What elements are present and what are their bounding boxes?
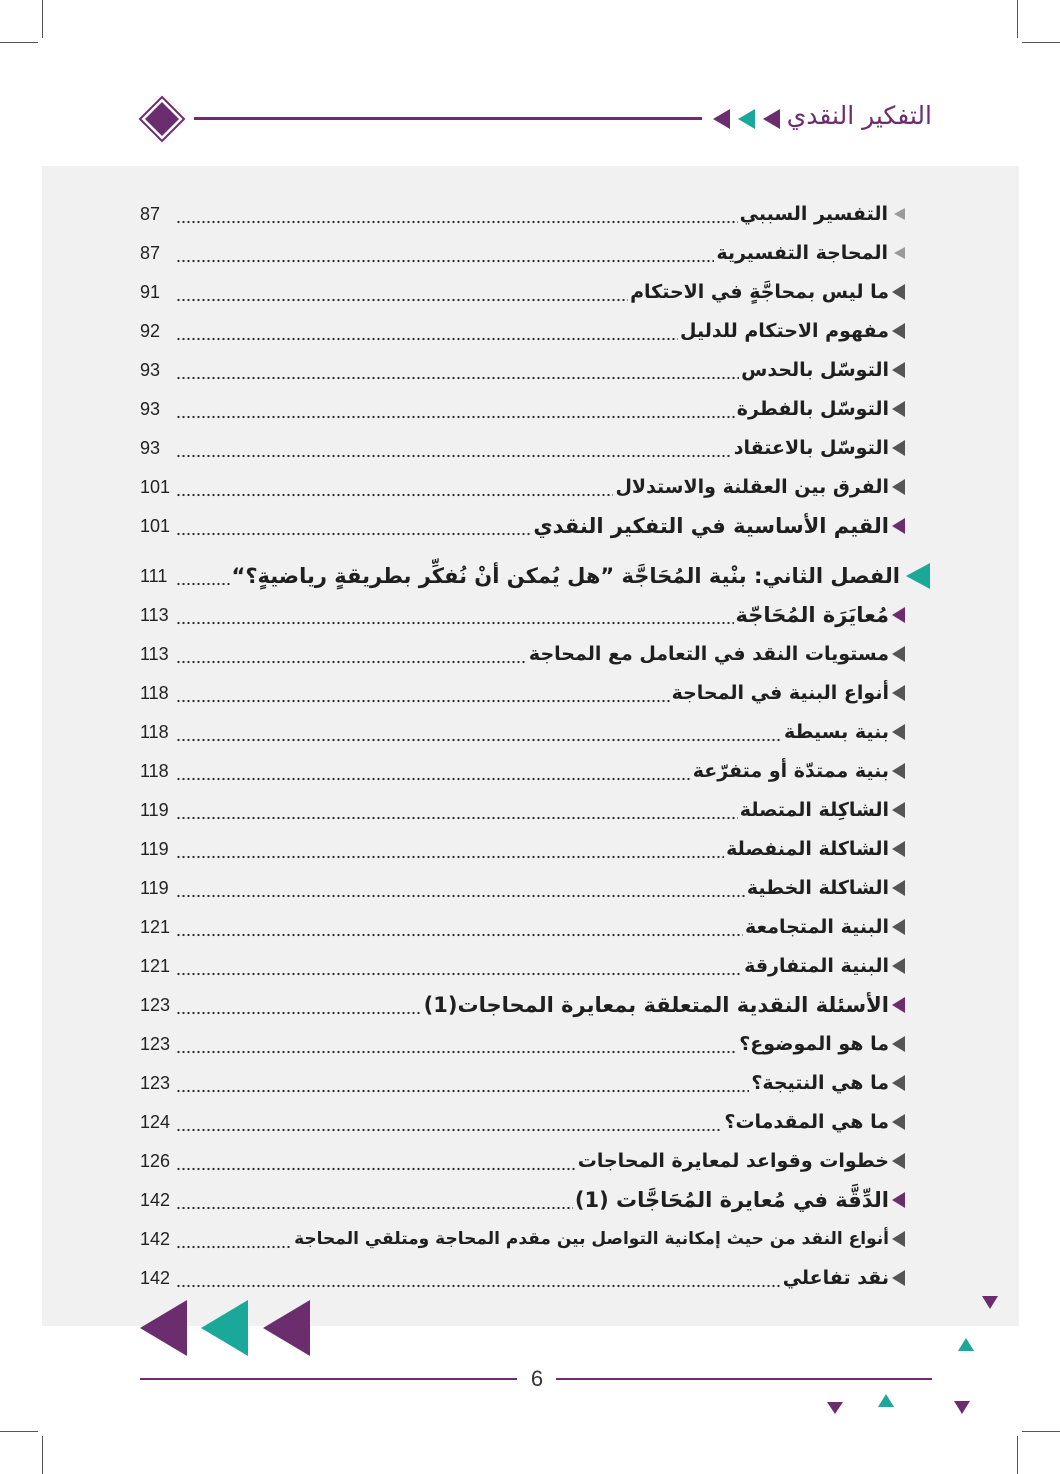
dot-leader bbox=[176, 1229, 292, 1249]
dot-leader bbox=[176, 800, 738, 820]
toc-entry-title: بنية بسيطة bbox=[783, 721, 889, 743]
triangle-left-icon bbox=[763, 109, 780, 129]
dot-leader bbox=[176, 566, 230, 586]
dot-leader bbox=[176, 956, 742, 976]
dot-leader bbox=[176, 399, 735, 419]
toc-entry-page: 111 bbox=[140, 565, 168, 586]
toc-entry-page: 93 bbox=[140, 359, 161, 380]
toc-entry-page: 113 bbox=[140, 604, 169, 625]
toc-entry-title: خطوات وقواعد لمعايرة المحاجات bbox=[577, 1150, 889, 1172]
toc-entry-page: 91 bbox=[140, 281, 161, 302]
large-triangle-left-icon bbox=[140, 1300, 187, 1356]
diamond-icon bbox=[138, 95, 186, 143]
toc-entry-page: 101 bbox=[140, 515, 171, 536]
toc-entry-title: القيم الأساسية في التفكير النقدي bbox=[533, 514, 889, 538]
toc-entry[interactable] bbox=[140, 1025, 905, 1063]
bullet-icon bbox=[892, 323, 905, 339]
dot-leader bbox=[176, 1190, 573, 1210]
bullet-icon bbox=[892, 841, 905, 857]
bullet-icon bbox=[892, 724, 905, 740]
toc-entry[interactable] bbox=[140, 351, 905, 389]
toc-entry-page: 118 bbox=[140, 682, 169, 703]
toc-chapter[interactable] bbox=[140, 557, 930, 595]
footer-rule bbox=[556, 1378, 932, 1380]
dot-leader bbox=[176, 243, 714, 263]
page-number: 6 bbox=[530, 1366, 544, 1391]
toc-entry-page: 119 bbox=[140, 877, 169, 898]
dot-leader bbox=[176, 1151, 576, 1171]
toc-entry-title: الفرق بين العقلنة والاستدلال bbox=[615, 476, 889, 498]
dot-leader bbox=[176, 1073, 749, 1093]
triangle-down-icon bbox=[982, 1296, 998, 1309]
toc-entry-title: أنواع البنية في المحاجة bbox=[671, 682, 889, 704]
dot-leader bbox=[176, 1112, 722, 1132]
toc-entry-title: نقد تفاعلي bbox=[782, 1267, 889, 1289]
dot-leader bbox=[176, 644, 527, 664]
dot-leader bbox=[176, 516, 531, 536]
toc-entry-page: 119 bbox=[140, 799, 169, 820]
toc-entry-page: 113 bbox=[140, 643, 169, 664]
toc-entry[interactable] bbox=[140, 234, 905, 272]
dot-leader bbox=[176, 995, 422, 1015]
toc-section[interactable] bbox=[140, 986, 905, 1024]
bullet-icon bbox=[892, 880, 905, 896]
header-rule bbox=[194, 117, 702, 120]
toc-entry-page: 87 bbox=[140, 203, 161, 224]
triangle-up-icon bbox=[878, 1394, 894, 1407]
toc-entry-title: أنواع النقد من حيث إمكانية التواصل بين مقدم المحاجة ومتلقي المحاجة bbox=[294, 1229, 889, 1249]
toc-entry-title: التوسّل بالحدس bbox=[741, 359, 889, 381]
dot-leader bbox=[176, 321, 678, 341]
toc-entry[interactable] bbox=[140, 752, 905, 790]
toc-entry-page: 142 bbox=[140, 1228, 171, 1249]
bullet-icon bbox=[892, 1114, 905, 1130]
crop-mark bbox=[1017, 0, 1018, 38]
toc-entry-page: 93 bbox=[140, 437, 161, 458]
toc-entry[interactable] bbox=[140, 791, 905, 829]
toc-entry-title: البنية المتجامعة bbox=[744, 916, 889, 938]
toc-entry-page: 87 bbox=[140, 242, 161, 263]
bullet-icon bbox=[892, 802, 905, 818]
toc-entry-page: 123 bbox=[140, 994, 171, 1015]
dot-leader bbox=[176, 683, 670, 703]
toc-entry-page: 119 bbox=[140, 838, 169, 859]
dot-leader bbox=[176, 761, 691, 781]
crop-mark bbox=[1022, 42, 1060, 43]
bullet-icon bbox=[892, 607, 905, 623]
toc-entry-page: 126 bbox=[140, 1150, 171, 1171]
toc-entry-page: 123 bbox=[140, 1072, 171, 1093]
bullet-icon bbox=[892, 997, 905, 1013]
bullet-icon bbox=[892, 646, 905, 662]
toc-entry-title: الشاكِلة المتصلة bbox=[739, 799, 889, 821]
crop-mark bbox=[42, 0, 43, 38]
toc-entry-title: الأسئلة النقدية المتعلقة بمعايرة المحاجات(1) bbox=[423, 993, 889, 1017]
toc-entry-page: 142 bbox=[140, 1267, 171, 1288]
dot-leader bbox=[176, 1268, 781, 1288]
bullet-icon bbox=[894, 247, 905, 259]
triangle-left-icon bbox=[738, 109, 755, 129]
toc-entry[interactable] bbox=[140, 390, 905, 428]
bullet-icon bbox=[892, 919, 905, 935]
toc-entry-page: 142 bbox=[140, 1189, 171, 1210]
bullet-icon bbox=[892, 284, 905, 300]
crop-mark bbox=[0, 42, 38, 43]
toc-entry-title: ما هي المقدمات؟ bbox=[724, 1111, 889, 1133]
toc-section[interactable] bbox=[140, 507, 905, 545]
toc-section[interactable] bbox=[140, 596, 905, 634]
toc-entry-title: المحاجة التفسيرية bbox=[716, 242, 888, 264]
toc-entry[interactable] bbox=[140, 830, 905, 868]
bullet-icon bbox=[894, 208, 905, 220]
bullet-icon bbox=[892, 401, 905, 417]
crop-mark bbox=[42, 1436, 43, 1474]
bullet-icon bbox=[892, 479, 905, 495]
bullet-icon bbox=[892, 1075, 905, 1091]
toc-entry[interactable] bbox=[140, 1259, 905, 1297]
bullet-icon bbox=[892, 518, 905, 534]
chapter-triangle-icon bbox=[906, 563, 930, 589]
toc-entry[interactable] bbox=[140, 869, 905, 907]
toc-entry[interactable] bbox=[140, 674, 905, 712]
toc-entry-title: البنية المتفارقة bbox=[744, 955, 889, 977]
toc-entry-title: الفصل الثاني: بنْية المُحَاجَّة ”هل يُمكن أنْ نُفكِّر بطريقةٍ رياضيةٍ؟“ bbox=[231, 564, 900, 588]
toc-entry-title: مفهوم الاحتكام للدليل bbox=[680, 320, 889, 342]
toc-entry-page: 121 bbox=[140, 916, 171, 937]
toc-entry[interactable] bbox=[140, 635, 905, 673]
toc-entry-page: 118 bbox=[140, 760, 169, 781]
toc-entry-page: 93 bbox=[140, 398, 161, 419]
crop-mark bbox=[0, 1431, 38, 1432]
bullet-icon bbox=[892, 1153, 905, 1169]
triangle-left-icon bbox=[713, 109, 730, 129]
toc-entry[interactable] bbox=[140, 1064, 905, 1102]
bullet-icon bbox=[892, 1192, 905, 1208]
toc-entry-page: 101 bbox=[140, 476, 171, 497]
crop-mark bbox=[1022, 1431, 1060, 1432]
toc-entry-title: ما هو الموضوع؟ bbox=[739, 1033, 889, 1055]
toc-entry[interactable] bbox=[140, 1103, 905, 1141]
toc-entry[interactable] bbox=[140, 195, 905, 233]
toc-section[interactable] bbox=[140, 1181, 905, 1219]
dot-leader bbox=[176, 1034, 737, 1054]
dot-leader bbox=[176, 722, 782, 742]
toc-entry-title: التوسّل بالفطرة bbox=[736, 398, 889, 420]
toc-entry[interactable] bbox=[140, 468, 905, 506]
footer-rule bbox=[140, 1378, 517, 1380]
bullet-icon bbox=[892, 1231, 905, 1247]
toc-entry-title: التوسّل بالاعتقاد bbox=[733, 437, 889, 459]
dot-leader bbox=[176, 360, 739, 380]
toc-entry-title: مُعايَرَة المُحَاجّة bbox=[735, 603, 889, 627]
toc-entry[interactable] bbox=[140, 273, 905, 311]
toc-entry-title: بنية ممتدّة أو متفرّعة bbox=[692, 760, 889, 782]
toc-entry-title: الشاكلة المنفصلة bbox=[726, 838, 889, 860]
toc-entry[interactable] bbox=[140, 908, 905, 946]
toc-entry-page: 123 bbox=[140, 1033, 171, 1054]
bullet-icon bbox=[892, 362, 905, 378]
bullet-icon bbox=[892, 440, 905, 456]
large-triangle-left-icon bbox=[201, 1300, 248, 1356]
bullet-icon bbox=[892, 958, 905, 974]
dot-leader bbox=[176, 917, 743, 937]
dot-leader bbox=[176, 839, 724, 859]
dot-leader bbox=[176, 282, 628, 302]
dot-leader bbox=[176, 605, 734, 625]
triangle-up-icon bbox=[958, 1338, 974, 1351]
bullet-icon bbox=[892, 1270, 905, 1286]
toc-entry-page: 124 bbox=[140, 1111, 171, 1132]
toc-entry[interactable] bbox=[140, 1220, 905, 1258]
toc-entry[interactable] bbox=[140, 429, 905, 467]
toc-entry-page: 121 bbox=[140, 955, 171, 976]
dot-leader bbox=[176, 204, 738, 224]
triangle-down-icon bbox=[954, 1401, 970, 1414]
toc-entry[interactable] bbox=[140, 947, 905, 985]
bullet-icon bbox=[892, 1036, 905, 1052]
toc-entry-title: التفسير السببي bbox=[739, 203, 888, 225]
toc-entry-title: ما هي النتيجة؟ bbox=[751, 1072, 889, 1094]
toc-entry[interactable] bbox=[140, 1142, 905, 1180]
bullet-icon bbox=[892, 763, 905, 779]
toc-entry[interactable] bbox=[140, 312, 905, 350]
toc-entry-title: الدِّقَّة في مُعايرة المُحَاجَّات (1) bbox=[574, 1188, 889, 1212]
toc-entry-title: مستويات النقد في التعامل مع المحاجة bbox=[528, 643, 889, 665]
dot-leader bbox=[176, 438, 732, 458]
crop-mark bbox=[1017, 1436, 1018, 1474]
toc-entry-page: 118 bbox=[140, 721, 169, 742]
dot-leader bbox=[176, 878, 745, 898]
toc-entry-title: ما ليس بمحاجَّةٍ في الاحتكام bbox=[630, 281, 889, 303]
toc-entry-title: الشاكلة الخطية bbox=[746, 877, 889, 899]
header-title: التفكير النقدي bbox=[786, 101, 932, 130]
triangle-down-icon bbox=[827, 1402, 843, 1414]
dot-leader bbox=[176, 477, 613, 497]
toc-entry-page: 92 bbox=[140, 320, 161, 341]
large-triangle-left-icon bbox=[263, 1300, 310, 1356]
bullet-icon bbox=[892, 685, 905, 701]
toc-entry[interactable] bbox=[140, 713, 905, 751]
